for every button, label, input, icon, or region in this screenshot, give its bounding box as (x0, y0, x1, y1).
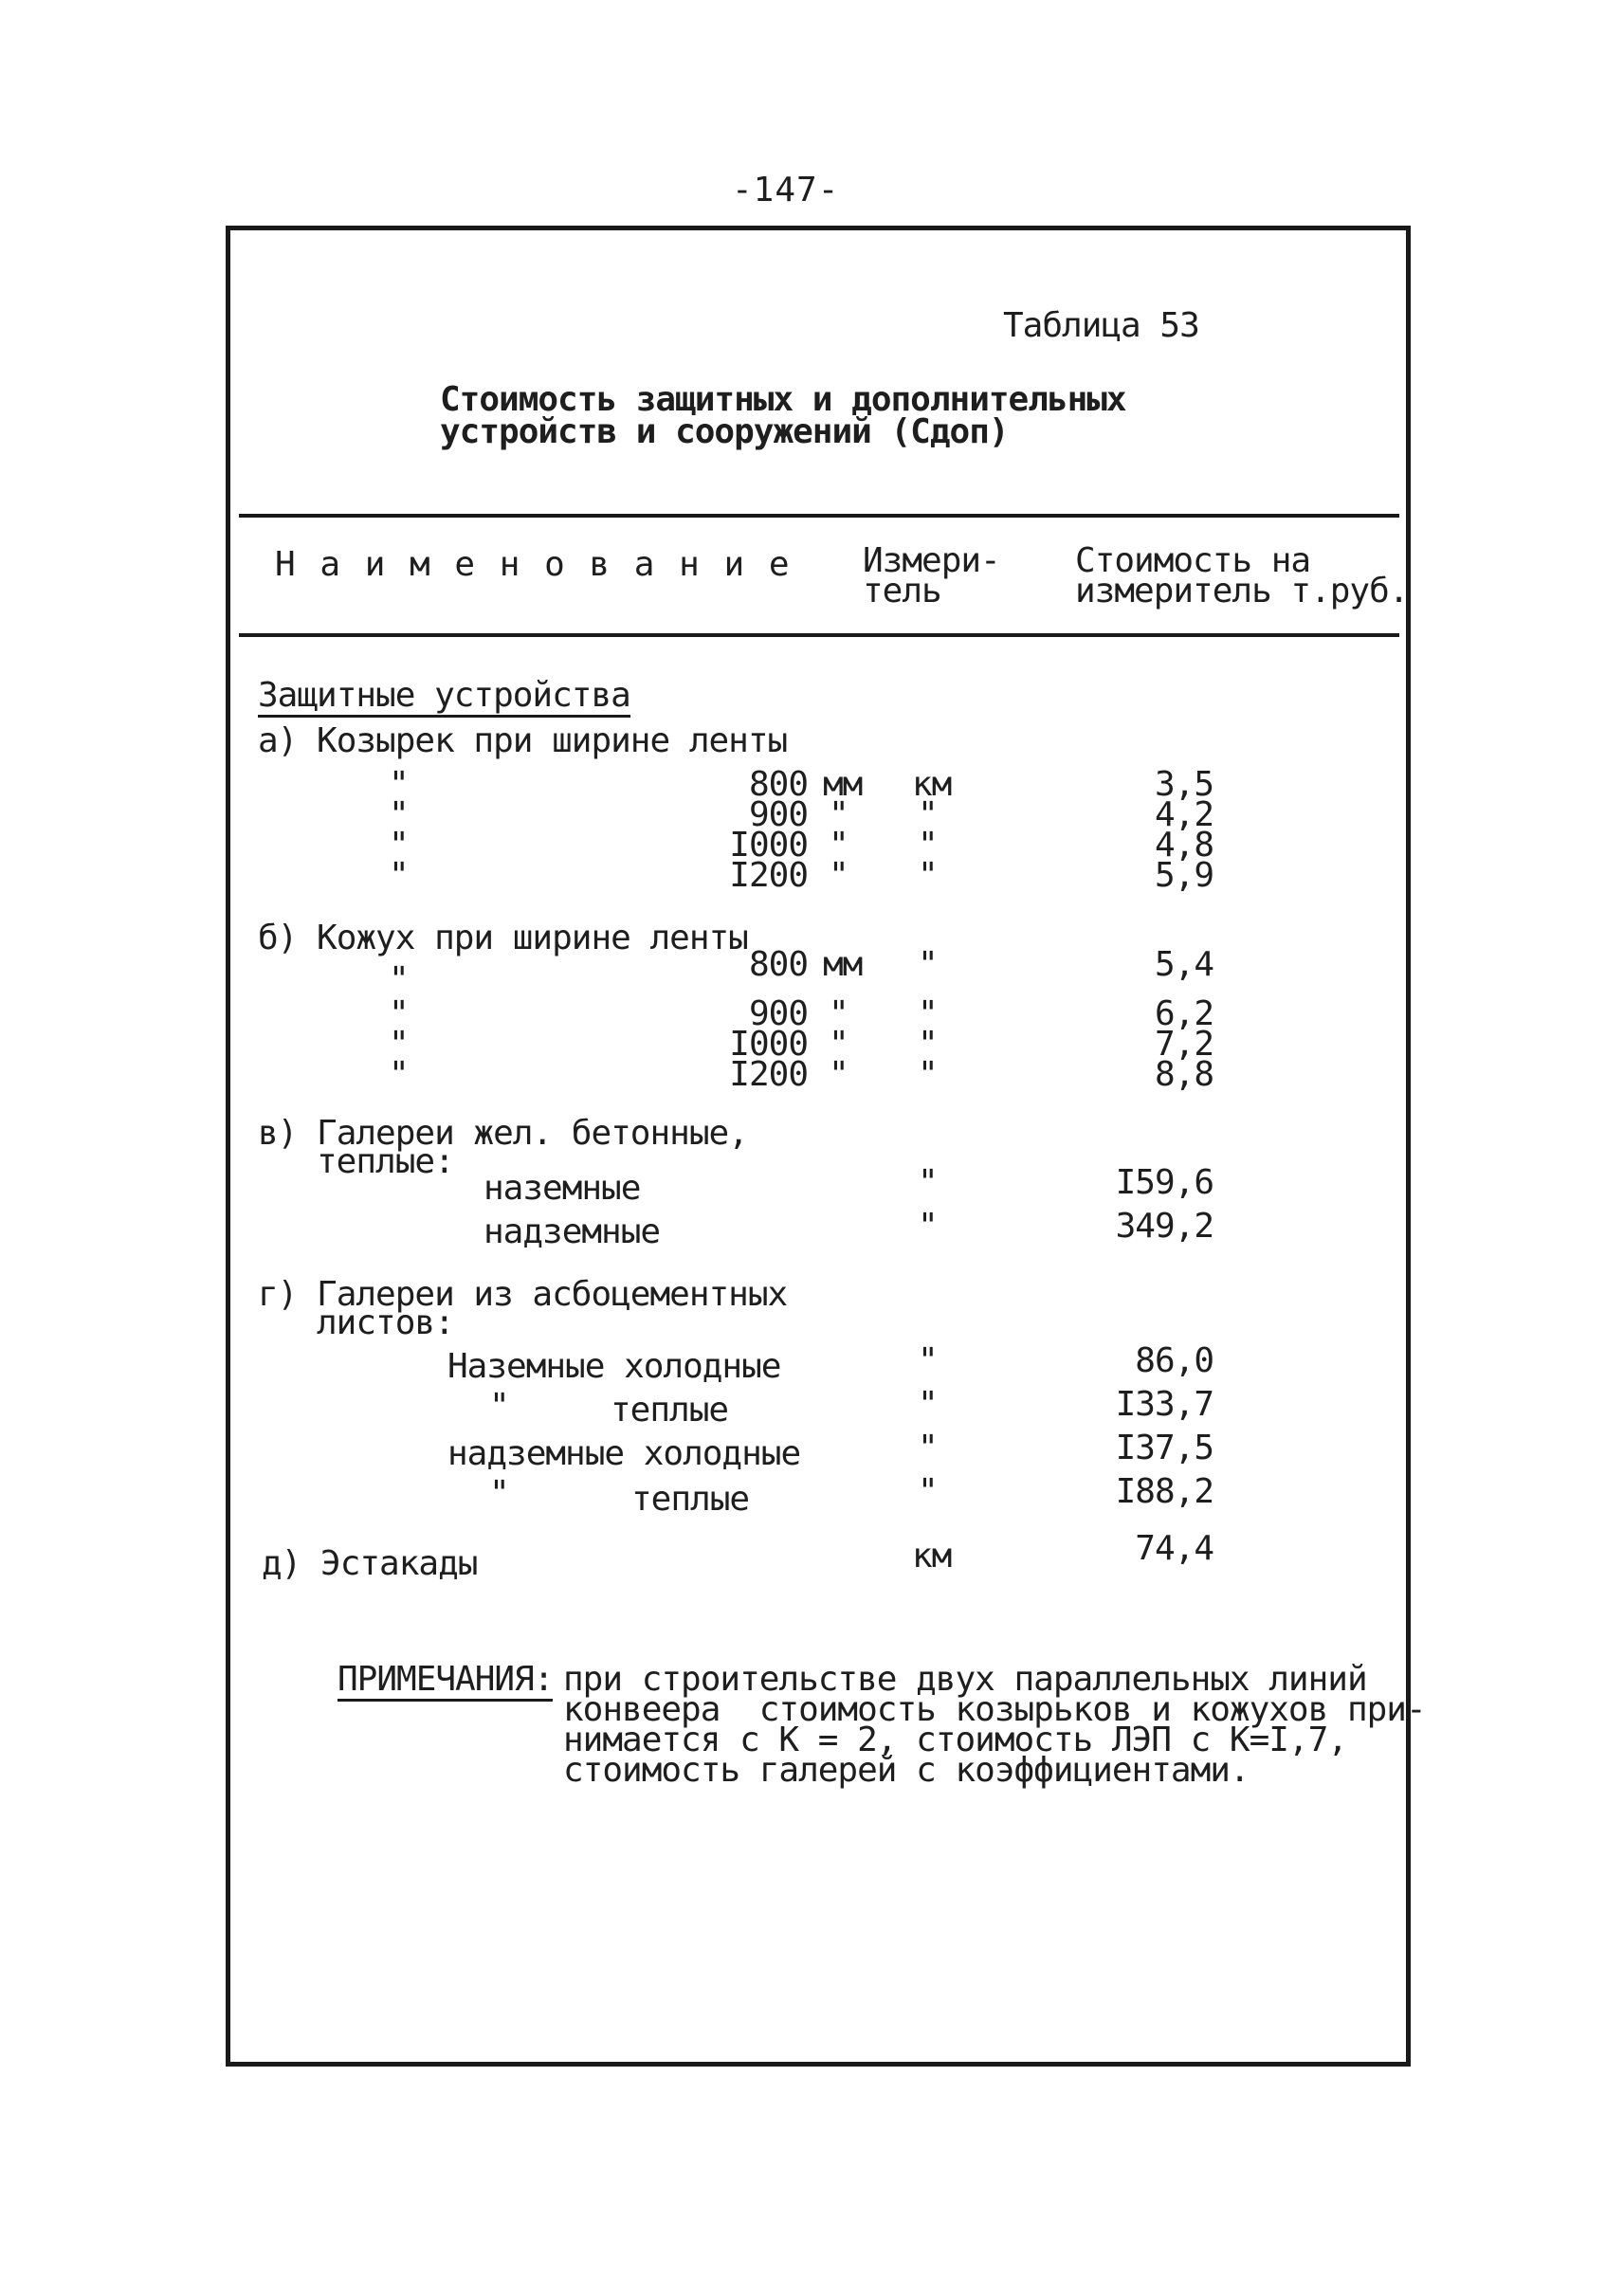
group-v-label-line1: в) Галереи жел. бетонные, (258, 1114, 748, 1153)
mm-unit: " (829, 856, 848, 895)
cost-value: I37,5 (1115, 1429, 1213, 1467)
item-name: надземные холодные (447, 1434, 801, 1473)
header-unit-line2: тель (863, 572, 941, 610)
header-unit-line1: Измери- (863, 541, 1000, 580)
header-top-rule (239, 514, 1399, 518)
cost-value: I59,6 (1115, 1163, 1213, 1202)
belt-width: I000 (729, 1025, 808, 1064)
cost-value: 8,8 (1154, 1055, 1213, 1094)
measure-unit: " (918, 1163, 938, 1202)
group-a-label: а) Козырек при ширине ленты (258, 721, 788, 760)
ditto-mark: " (389, 856, 409, 895)
measure-unit: " (918, 1472, 938, 1511)
cost-value: 349,2 (1115, 1207, 1213, 1246)
section-title: Защитные устройства (258, 679, 630, 718)
mm-unit: " (829, 1025, 848, 1064)
mm-unit: мм (823, 765, 863, 804)
belt-width: 800 (748, 945, 808, 984)
group-v-label-line2: теплые: (317, 1142, 454, 1181)
measure-unit: " (918, 1025, 938, 1064)
item-name: наземные (484, 1169, 641, 1208)
group-g-label-line1: г) Галереи из асбоцементных (258, 1275, 788, 1314)
measure-unit: " (918, 1385, 938, 1424)
measure-unit: " (918, 945, 938, 984)
mm-unit: " (829, 795, 848, 834)
measure-unit: " (918, 856, 938, 895)
item-name: теплые (631, 1480, 750, 1519)
header-name: Н а и м е н о в а н и е (275, 545, 792, 584)
header-cost-line1: Стоимость на (1075, 541, 1311, 580)
ditto-mark: " (389, 994, 409, 1033)
cost-value: 4,8 (1154, 826, 1213, 865)
belt-width: 900 (748, 795, 808, 834)
header-cost-line2: измеритель т.руб. (1075, 572, 1409, 610)
item-name: теплые (611, 1391, 729, 1430)
group-b-label: б) Кожух при ширине ленты (258, 919, 748, 957)
measure-unit: " (918, 1341, 938, 1380)
table-title-line2: устройств и сооружений (Сдоп) (440, 412, 1009, 451)
measure-unit: км (912, 765, 952, 804)
cost-value: I88,2 (1115, 1472, 1213, 1511)
cost-value: 3,5 (1154, 765, 1213, 804)
cost-value: 7,2 (1154, 1025, 1213, 1064)
ditto-mark: " (389, 1055, 409, 1094)
cost-value: 4,2 (1154, 795, 1213, 834)
ditto-mark: " (389, 795, 409, 834)
note-label: ПРИМЕЧАНИЯ: (338, 1663, 553, 1702)
belt-width: I000 (729, 826, 808, 865)
item-name: Наземные холодные (447, 1347, 781, 1386)
note-line3: нимается с К = 2, стоимость ЛЭП с К=I,7, (563, 1721, 1347, 1759)
table-label: Таблица 53 (1003, 306, 1199, 345)
cost-value: 6,2 (1154, 994, 1213, 1033)
note-line2: конвеера стоимость козырьков и кожухов при- (563, 1690, 1426, 1729)
header-bottom-rule (239, 633, 1399, 637)
ditto-mark: " (389, 765, 409, 804)
belt-width: 800 (748, 765, 808, 804)
mm-unit: " (829, 994, 848, 1033)
cost-value: 74,4 (1135, 1529, 1213, 1568)
measure-unit: " (918, 826, 938, 865)
ditto-mark: " (389, 1025, 409, 1064)
cost-value: 5,4 (1154, 945, 1213, 984)
note-line4: стоимость галерей с коэффициентами. (563, 1751, 1250, 1790)
note-line1: при строительстве двух параллельных линий (563, 1660, 1367, 1699)
item-name: надземные (484, 1212, 661, 1251)
belt-width: 900 (748, 994, 808, 1033)
group-d-label: д) Эстакады (262, 1544, 478, 1583)
measure-unit: " (918, 994, 938, 1033)
ditto-mark: " (389, 960, 409, 999)
ditto-mark: " (489, 1387, 509, 1426)
table-title-line1: Стоимость защитных и дополнительных (440, 380, 1126, 419)
group-g-label-line2: листов: (317, 1303, 454, 1342)
belt-width: I200 (729, 1055, 808, 1094)
measure-unit: " (918, 1429, 938, 1467)
cost-value: 86,0 (1135, 1341, 1213, 1380)
ditto-mark: " (389, 826, 409, 865)
mm-unit: " (829, 826, 848, 865)
measure-unit: " (918, 1055, 938, 1094)
measure-unit: " (918, 1207, 938, 1246)
page-number: -147- (732, 171, 840, 209)
cost-value: 5,9 (1154, 856, 1213, 895)
belt-width: I200 (729, 856, 808, 895)
mm-unit: мм (823, 945, 863, 984)
ditto-mark: " (489, 1474, 509, 1513)
mm-unit: " (829, 1055, 848, 1094)
cost-value: I33,7 (1115, 1385, 1213, 1424)
measure-unit: " (918, 795, 938, 834)
measure-unit: км (912, 1537, 952, 1576)
